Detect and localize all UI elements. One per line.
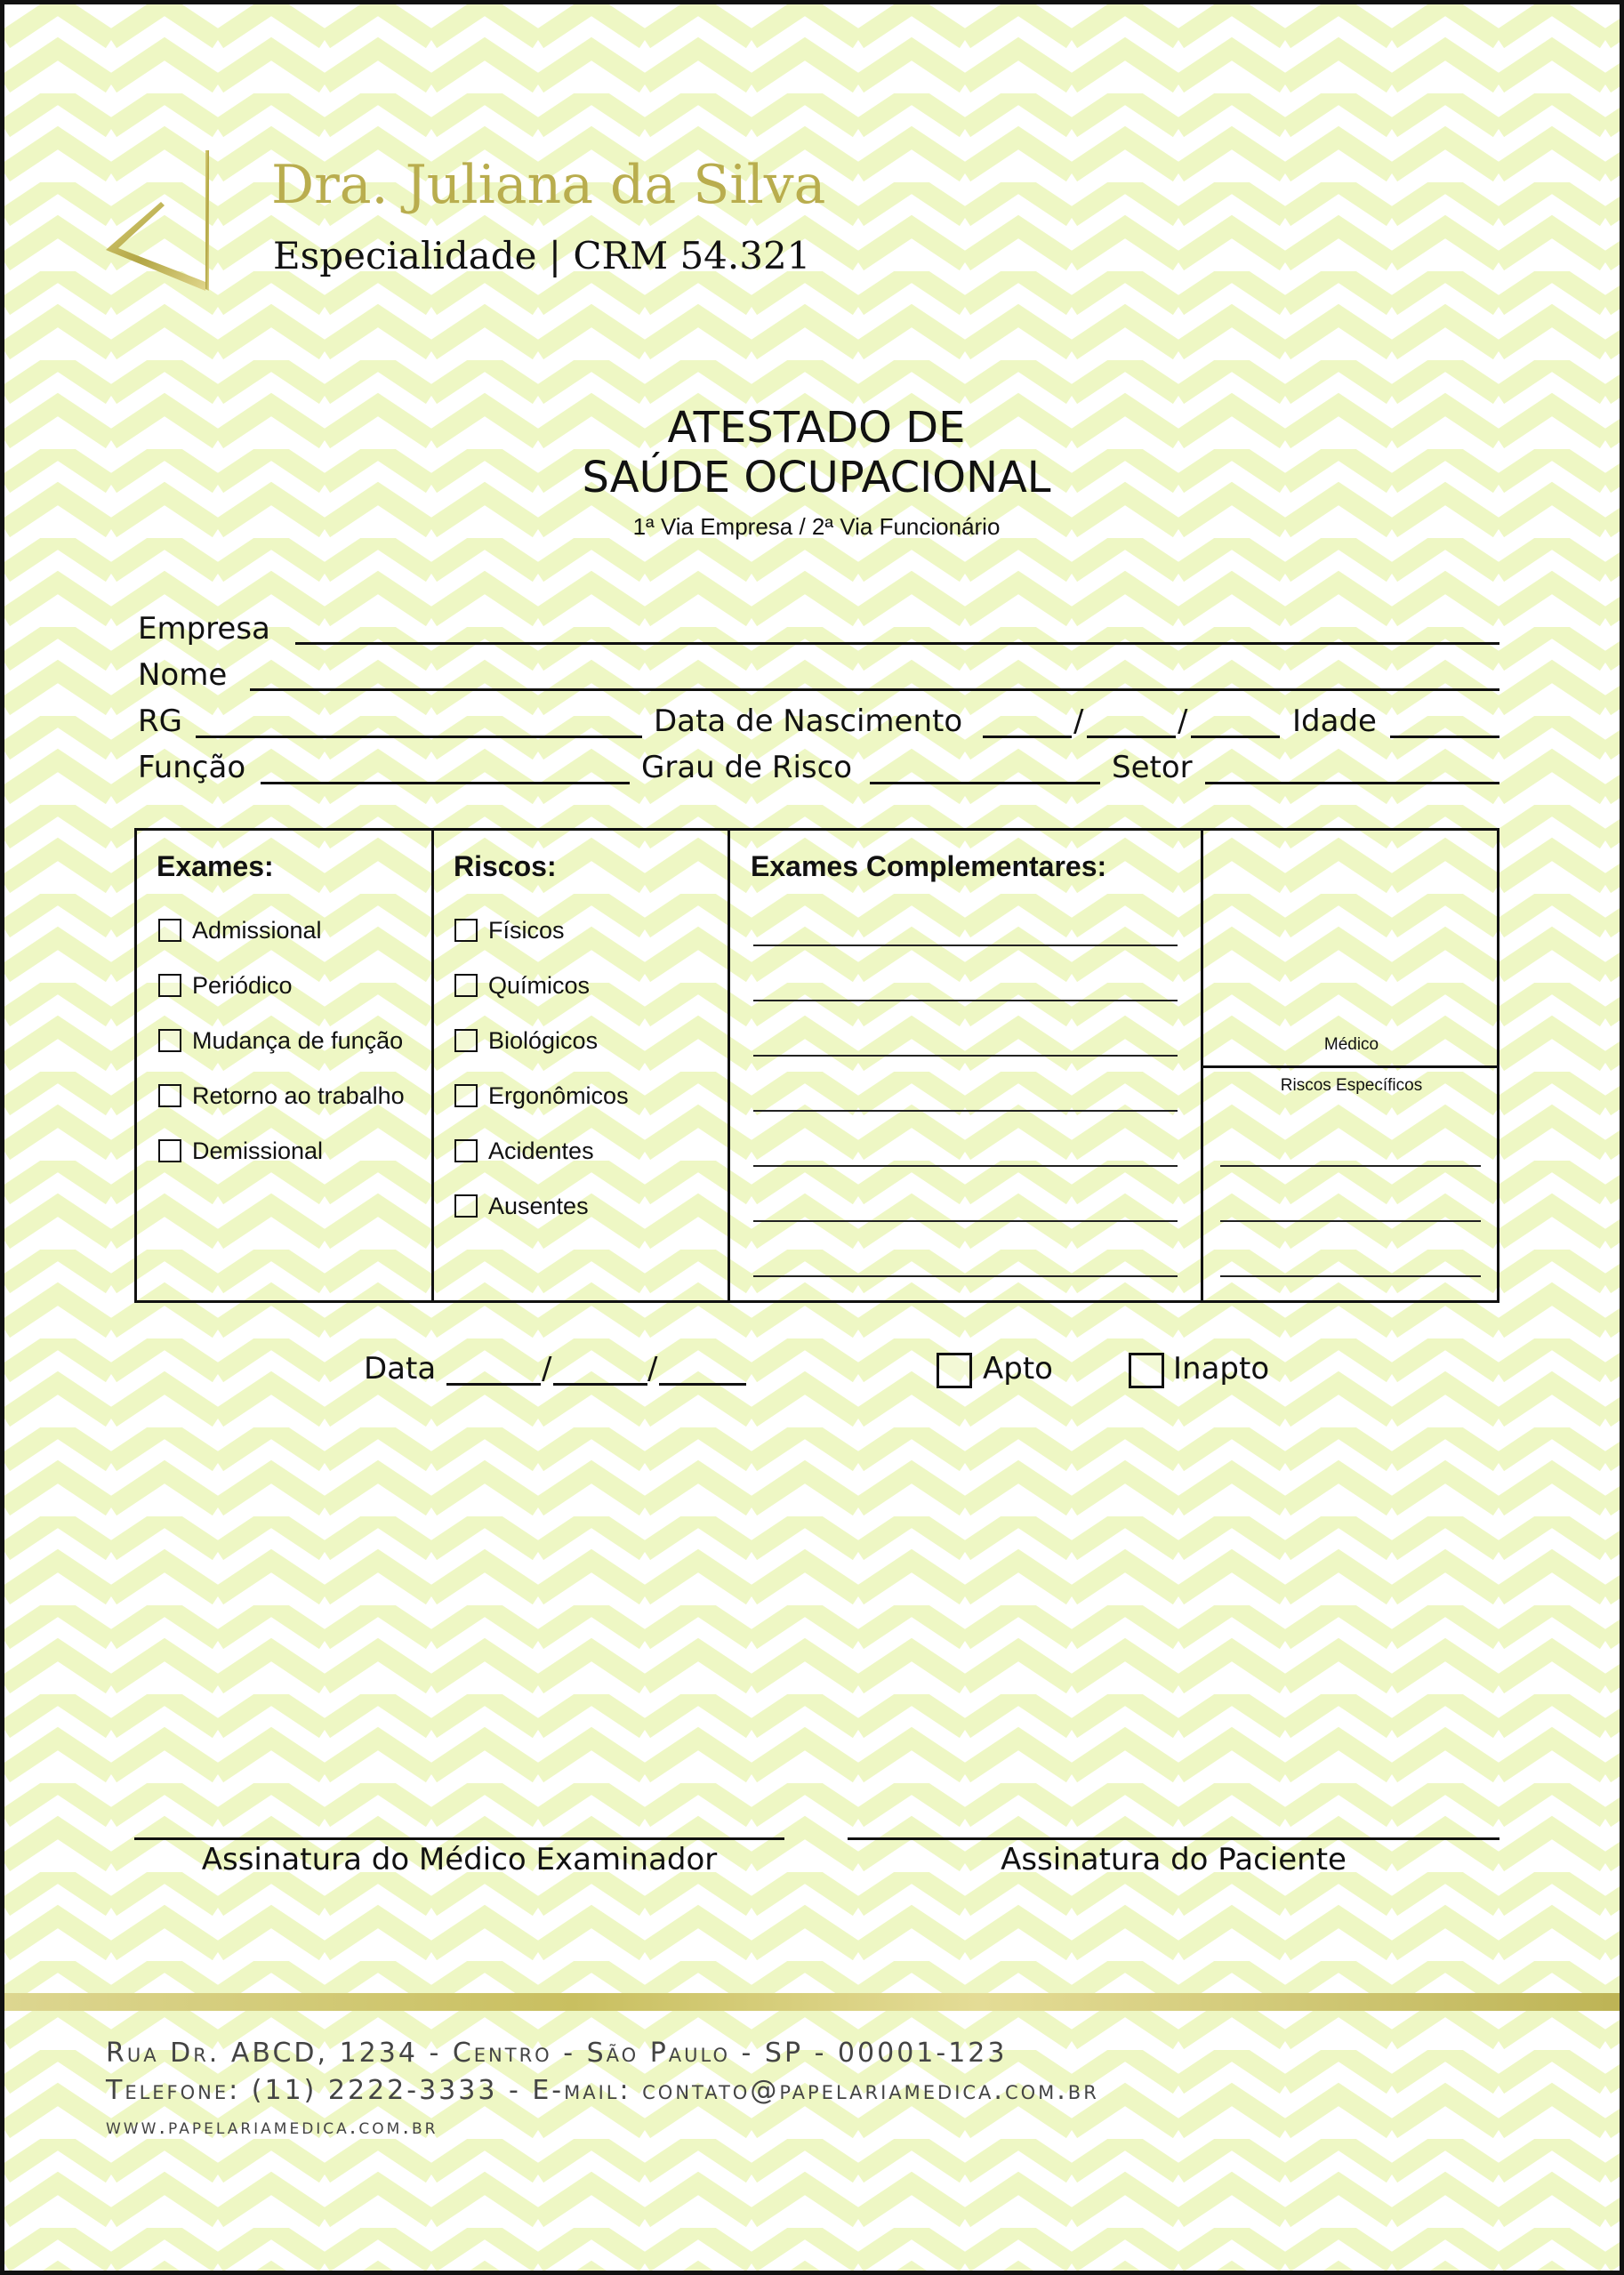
checkbox-retorno-trabalho[interactable] [158,1084,181,1107]
exame-label: Admissional [192,917,322,944]
medico-label: Médico [1323,1035,1379,1054]
inapto-label: Inapto [1173,1351,1270,1387]
exame-label: Mudança de função [192,1027,404,1054]
checkbox-apto[interactable] [937,1353,972,1388]
doctor-name: Dra. Juliana da Silva [271,154,826,216]
setor-label: Setor [1112,750,1193,785]
data-day-field[interactable] [446,1383,541,1386]
exame-label: Periódico [192,972,293,999]
exame-label: Demissional [192,1138,324,1164]
rg-label: RG [138,703,182,739]
title-line-2: SAÚDE OCUPACIONAL [582,453,1051,502]
checkbox-fisicos[interactable] [454,919,478,942]
data-nascimento-label: Data de Nascimento [654,703,963,739]
idade-field[interactable] [1390,736,1499,738]
exam-table [134,828,1499,1303]
risco-especifico-line[interactable] [1220,1220,1481,1222]
checkbox-biologicos[interactable] [454,1029,478,1052]
checkbox-mudanca-funcao[interactable] [158,1029,181,1052]
footer-website: www.papelariamedica.com.br [106,2114,438,2139]
grau-risco-field[interactable] [870,782,1100,784]
checkbox-acidentes[interactable] [454,1139,478,1162]
exames-header: Exames: [157,850,274,882]
risco-label: Acidentes [488,1138,594,1164]
data-month-field[interactable] [553,1383,647,1386]
complementar-line[interactable] [753,1000,1178,1001]
signature-medico-label: Assinatura do Médico Examinador [201,1842,718,1877]
empresa-label: Empresa [138,611,270,647]
signature-paciente-label: Assinatura do Paciente [1001,1842,1347,1877]
rg-field[interactable] [196,736,642,738]
exame-label: Retorno ao trabalho [192,1082,405,1109]
complementar-line[interactable] [753,1110,1178,1112]
risco-label: Ausentes [488,1193,589,1219]
riscos-header: Riscos: [454,850,557,882]
complementar-line[interactable] [753,1165,1178,1167]
risco-especifico-line[interactable] [1220,1165,1481,1167]
risco-label: Ergonômicos [488,1082,629,1109]
setor-field[interactable] [1205,782,1499,784]
funcao-field[interactable] [261,782,630,784]
nome-field[interactable] [250,688,1499,691]
complementar-line[interactable] [753,1275,1178,1277]
checkbox-inapto[interactable] [1129,1353,1164,1388]
empresa-field[interactable] [295,642,1499,645]
complementar-line[interactable] [753,945,1178,946]
risco-label: Físicos [488,917,565,944]
grau-risco-label: Grau de Risco [641,750,853,785]
risco-especifico-line[interactable] [1220,1275,1481,1277]
footer-contact: Telefone: (11) 2222-3333 - E-mail: contato@papelariamedica.com.br [106,2075,1099,2106]
complementar-line[interactable] [753,1220,1178,1222]
signature-line-paciente[interactable] [848,1837,1499,1840]
data-year-field[interactable] [659,1383,746,1386]
checkbox-ergonomicos[interactable] [454,1084,478,1107]
checkbox-demissional[interactable] [158,1139,181,1162]
complementar-line[interactable] [753,1055,1178,1057]
date-separator: / [1178,703,1188,739]
title-line-1: ATESTADO DE [667,403,966,453]
nome-label: Nome [138,657,228,693]
row-divider [1201,1065,1499,1068]
nascimento-month-field[interactable] [1087,736,1176,738]
signature-line-medico[interactable] [134,1837,784,1840]
idade-label: Idade [1292,703,1377,739]
funcao-label: Função [138,750,246,785]
specialty-crm: Especialidade | CRM 54.321 [273,234,811,277]
footer-address: Rua Dr. ABCD, 1234 - Centro - São Paulo - SP - 00001-123 [106,2038,1008,2069]
date-separator: / [542,1351,552,1387]
risco-label: Biológicos [488,1027,599,1054]
data-label: Data [364,1351,437,1387]
riscos-especificos-label: Riscos Específicos [1280,1076,1423,1095]
apto-label: Apto [983,1351,1053,1387]
date-separator: / [1073,703,1084,739]
logo-triangle-icon [100,147,212,298]
checkbox-ausentes[interactable] [454,1194,478,1218]
checkbox-quimicos[interactable] [454,974,478,997]
subtitle: 1ª Via Empresa / 2ª Via Funcionário [632,513,1001,540]
checkbox-periodico[interactable] [158,974,181,997]
nascimento-year-field[interactable] [1191,736,1280,738]
checkbox-admissional[interactable] [158,919,181,942]
footer-gold-bar [4,1993,1624,2011]
column-divider [431,831,434,1300]
nascimento-day-field[interactable] [983,736,1072,738]
column-divider [728,831,730,1300]
date-separator: / [647,1351,658,1387]
risco-label: Químicos [488,972,591,999]
complementares-header: Exames Complementares: [751,850,1107,882]
